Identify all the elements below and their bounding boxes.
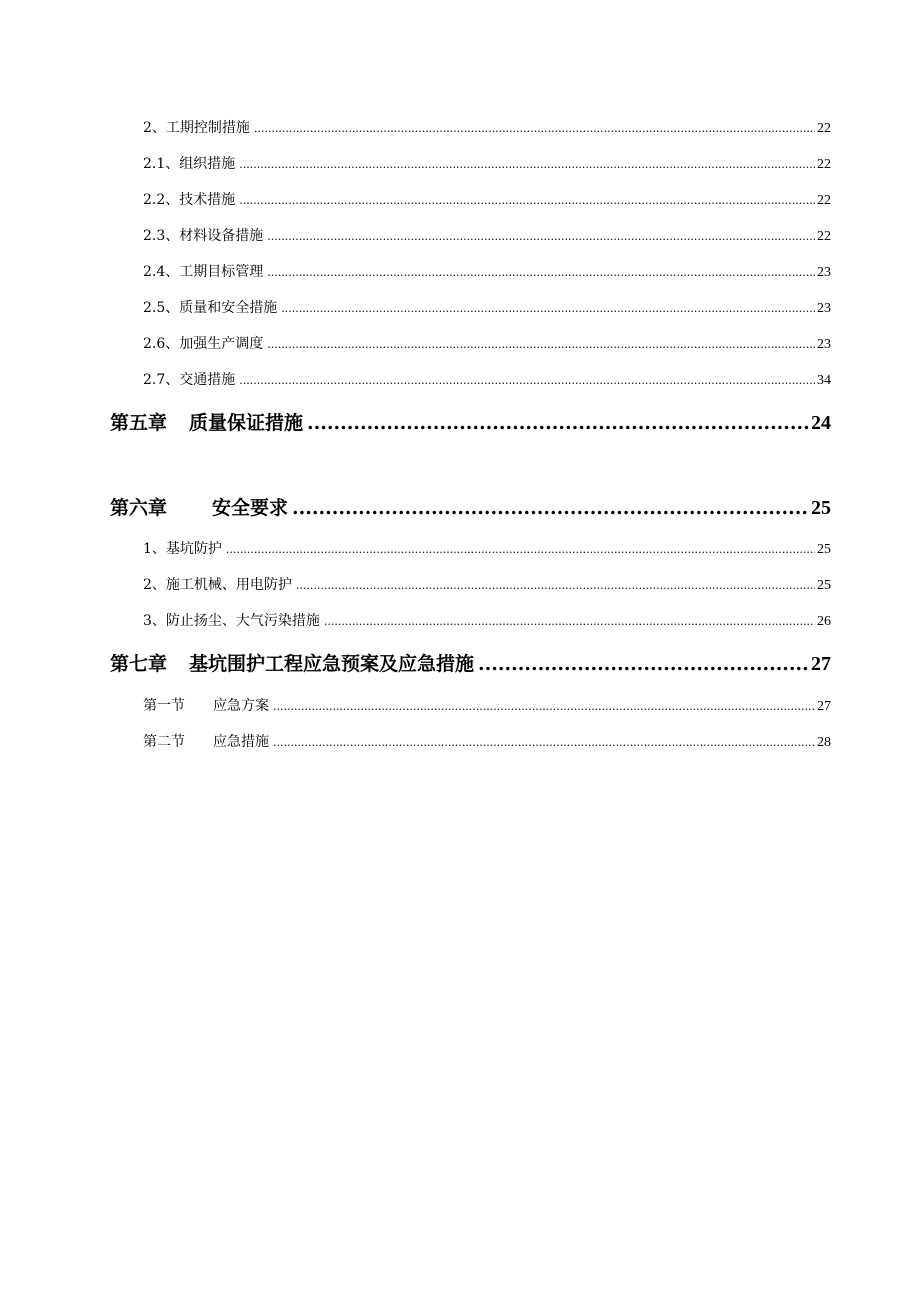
toc-dot-leader [273,698,815,716]
toc-entry-page: 23 [817,265,831,280]
toc-entry[interactable] [143,227,831,245]
toc-dot-leader [281,300,815,318]
toc-entry-page: 23 [817,301,831,316]
toc-section-number: 第一节 [143,698,185,714]
toc-entry-label: 2.1、组织措施 [143,156,236,172]
toc-chapter-number: 第六章 [110,497,168,519]
toc-entry-label: 2.2、技术措施 [143,192,236,208]
toc-chapter-title: 质量保证措施 [189,412,304,434]
toc-entry-label: 2.6、加强生产调度 [143,336,264,352]
toc-entry-label: 2.7、交通措施 [143,372,236,388]
toc-entry-label: 2、施工机械、用电防护 [143,577,292,593]
toc-chapter-title: 安全要求 [212,497,289,519]
toc-section-title: 应急措施 [213,734,269,750]
toc-entry[interactable] [143,155,831,173]
toc-entry-label: 3、防止扬尘、大气污染措施 [143,613,320,629]
toc-entry[interactable] [143,371,831,389]
toc-dot-leader [254,120,815,138]
toc-entry[interactable] [143,335,831,353]
toc-entry-page: 25 [811,497,831,519]
toc-dot-leader [239,156,815,174]
toc-dot-leader [296,577,815,595]
toc-entry[interactable] [143,119,831,137]
toc-entry-page: 26 [817,614,831,629]
toc-dot-leader [273,734,815,752]
toc-entry-label: 2.4、工期目标管理 [143,264,264,280]
toc-dot-leader [267,228,815,246]
toc-dot-leader [292,496,809,520]
toc-entry-page: 22 [817,193,831,208]
toc-entry-page: 27 [817,699,831,714]
toc-dot-leader [324,613,815,631]
toc-chapter-7[interactable] [110,652,831,676]
toc-section-title: 应急方案 [213,698,269,714]
toc-section-2[interactable] [143,733,831,751]
toc-dot-leader [226,541,815,559]
toc-entry-page: 25 [817,578,831,593]
toc-entry-page: 27 [811,653,831,675]
toc-entry-page: 24 [811,412,831,434]
toc-entry[interactable] [143,191,831,209]
toc-chapter-5[interactable] [110,411,831,435]
toc-dot-leader [307,411,809,435]
toc-entry-page: 22 [817,229,831,244]
toc-chapter-number: 第七章 [110,653,168,675]
toc-entry-label: 1、基坑防护 [143,541,222,557]
toc-entry[interactable] [143,263,831,281]
toc-entry-label: 2、工期控制措施 [143,120,250,136]
toc-entry-page: 23 [817,337,831,352]
toc-section-number: 第二节 [143,734,185,750]
toc-entry-page: 28 [817,735,831,750]
toc-section-1[interactable] [143,697,831,715]
toc-entry-label: 2.3、材料设备措施 [143,228,264,244]
toc-chapter-6[interactable] [110,496,831,520]
toc-entry-label: 2.5、质量和安全措施 [143,300,278,316]
toc-entry[interactable] [143,576,831,594]
toc-dot-leader [239,372,815,390]
toc-entry[interactable] [143,612,831,630]
toc-entry[interactable] [143,540,831,558]
toc-dot-leader [267,264,815,282]
toc-chapter-number: 第五章 [110,412,168,434]
toc-dot-leader [478,652,809,676]
toc-entry[interactable] [143,299,831,317]
toc-dot-leader [239,192,815,210]
toc-chapter-title: 基坑围护工程应急预案及应急措施 [189,653,475,675]
toc-entry-page: 34 [817,373,831,388]
toc-entry-page: 22 [817,157,831,172]
toc-entry-page: 25 [817,542,831,557]
toc-dot-leader [267,336,815,354]
toc-entry-page: 22 [817,121,831,136]
